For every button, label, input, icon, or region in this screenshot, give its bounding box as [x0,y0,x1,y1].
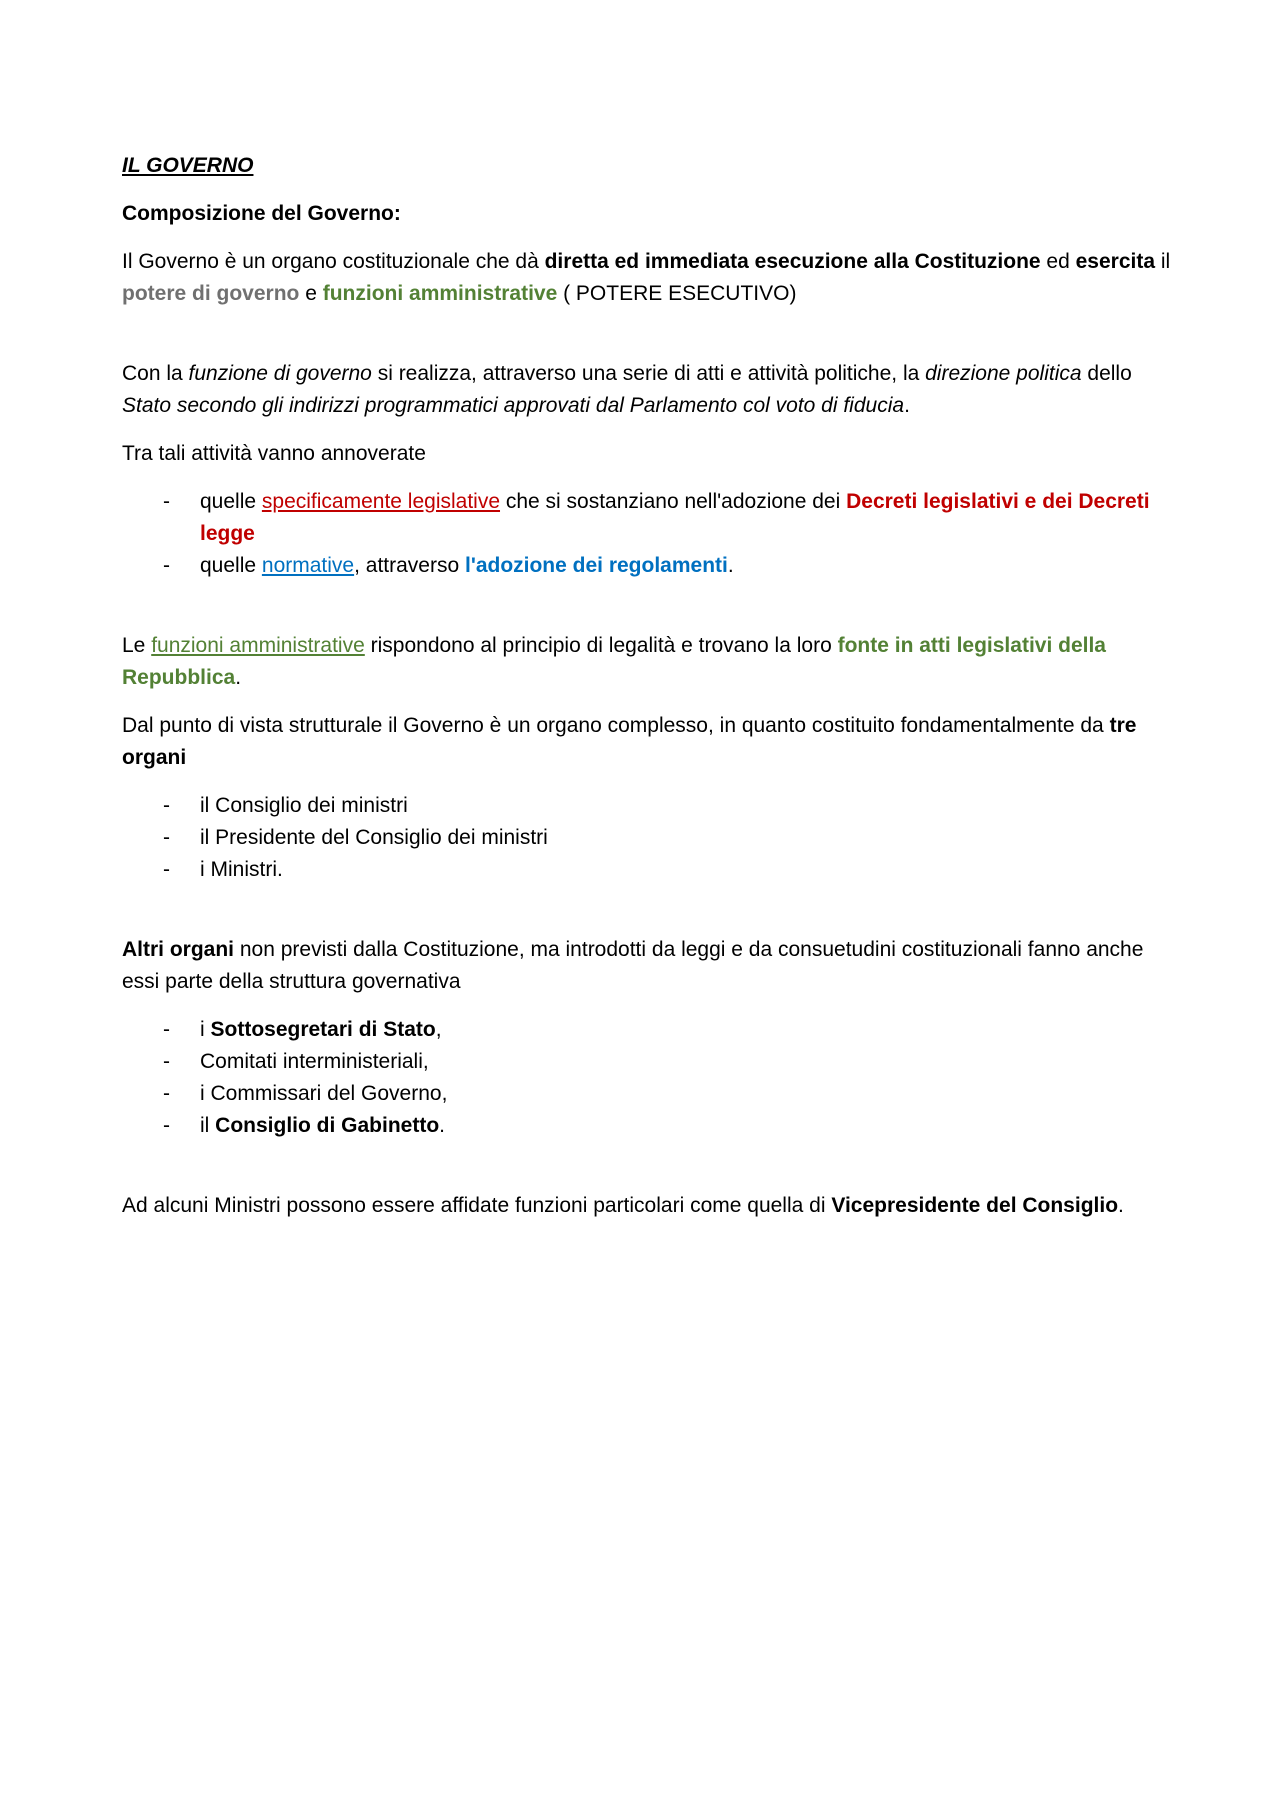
list-item: - i Ministri. [163,858,283,881]
list-item: - il Presidente del Consiglio dei ministri [163,826,548,849]
paragraph-attivita: Tra tali attività vanno annoverate [122,442,426,465]
paragraph-vicepresidente: Ad alcuni Ministri possono essere affidate funzioni particolari come quella di Vicepresidente del Consiglio. [122,1194,1124,1217]
paragraph-funzione-di-governo: Con la funzione di governo si realizza, attraverso una serie di atti e attività politiche, la direzione politica dello Stato secondo gli indirizzi programmatici approvati dal Parlamento col voto di fiducia. [122,362,1132,417]
list-item: - Comitati interministeriali, [163,1050,429,1073]
list-item: - quelle specificamente legislative che si sostanziano nell'adozione dei Decreti legislativi e dei Decreti legge [163,490,1150,545]
activities-list [122,486,1172,582]
paragraph-altri-organi: Altri organi non previsti dalla Costituzione, ma introdotti da leggi e da consuetudini costituzionali fanno anche essi parte della struttura governativa [122,938,1144,993]
list-item: - i Sottosegretari di Stato, [163,1018,442,1041]
paragraph-definition: Il Governo è un organo costituzionale che dà diretta ed immediata esecuzione alla Costituzione ed esercita il potere di governo e funzioni amministrative ( POTERE ESECUTIVO) [122,250,1171,305]
list-item: - il Consiglio dei ministri [163,794,408,817]
list-item: - quelle normative, attraverso l'adozione dei regolamenti. [163,554,734,577]
document-title: IL GOVERNO [122,154,254,177]
organs-list [122,790,1172,886]
other-organs-list [122,1014,1172,1142]
list-item: - il Consiglio di Gabinetto. [163,1114,446,1137]
composition-heading: Composizione del Governo: [122,202,401,225]
document-page [122,150,1172,1238]
paragraph-struttura: Dal punto di vista strutturale il Governo è un organo complesso, in quanto costituito fondamentalmente da tre organi [122,714,1137,769]
list-item: - i Commissari del Governo, [163,1082,448,1105]
paragraph-funzioni-amministrative: Le funzioni amministrative rispondono al principio di legalità e trovano la loro fonte in atti legislativi della Repubblica. [122,634,1106,689]
